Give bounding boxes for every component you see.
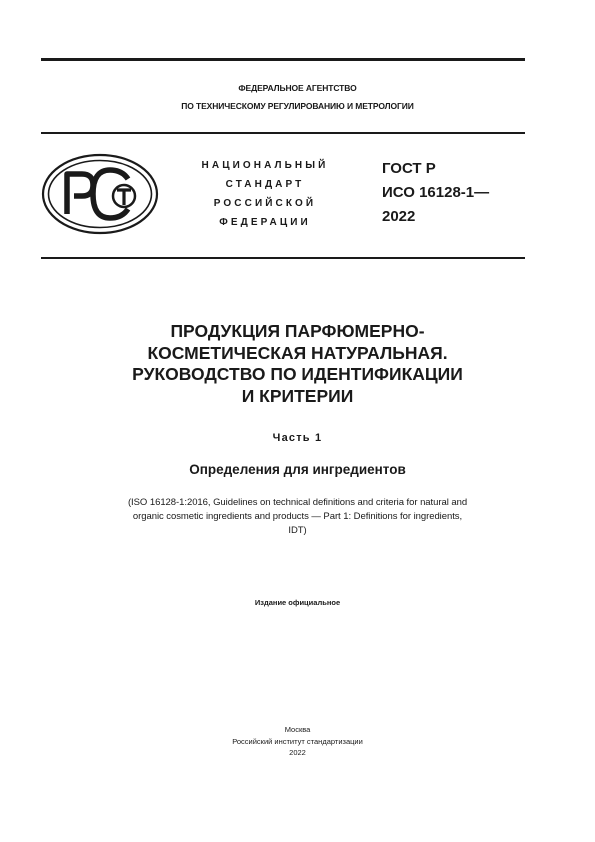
designation-line: 2022 [382,208,416,225]
iso-reference-line: (ISO 16128-1:2016, Guidelines on technical definitions and criteria for natural and [127,497,468,508]
document-subtitle: Определения для ингредиентов [189,462,406,477]
agency-line-2: ПО ТЕХНИЧЕСКОМУ РЕГУЛИРОВАНИЮ И МЕТРОЛОГИИ [181,101,414,111]
edition-label: Издание официальное [254,598,341,607]
iso-reference-line: organic cosmetic ingredients and products — Part 1: Definitions for ingredients, [132,511,463,522]
rst-emblem-icon [40,152,160,236]
document-title [60,321,535,407]
designation-block [382,157,489,229]
imprint-publisher: Российский институт стандартизации [232,736,363,746]
national-standard-block [180,156,350,232]
designation-line: ГОСТ Р [382,160,436,177]
title-line: КОСМЕТИЧЕСКАЯ НАТУРАЛЬНАЯ. [147,342,448,363]
imprint-year: 2022 [289,748,306,757]
imprint-city: Москва [284,725,311,734]
designation-line: ИСО 16128-1— [382,184,490,201]
national-standard-line: ФЕДЕРАЦИИ [219,217,311,228]
iso-reference [70,496,525,538]
iso-reference-line: IDT) [288,525,307,536]
national-standard-line: НАЦИОНАЛЬНЫЙ [201,160,329,171]
agency-line-1: ФЕДЕРАЛЬНОЕ АГЕНТСТВО [238,83,357,93]
top-rule [41,58,525,61]
header-bottom-rule [41,132,525,134]
imprint [0,724,595,759]
national-standard-line: РОССИЙСКОЙ [213,198,317,209]
title-line: ПРОДУКЦИЯ ПАРФЮМЕРНО- [170,321,425,341]
block-bottom-rule [41,257,525,259]
part-label: Часть 1 [272,432,323,444]
title-line: И КРИТЕРИИ [241,385,354,406]
title-line: РУКОВОДСТВО ПО ИДЕНТИФИКАЦИИ [132,364,463,384]
national-standard-line: СТАНДАРТ [225,179,305,190]
